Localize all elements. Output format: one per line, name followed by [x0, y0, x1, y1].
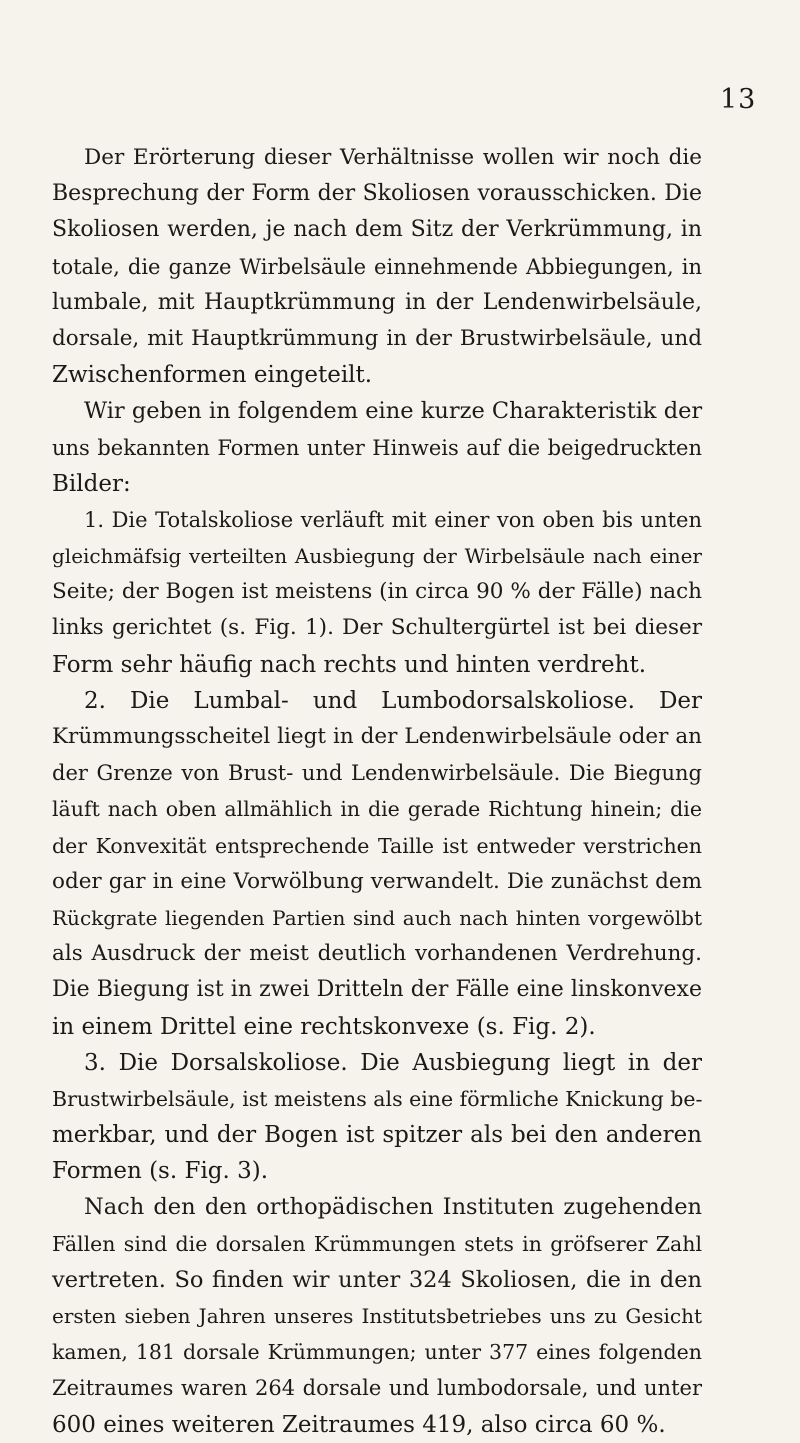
text-line: Rückgrate liegenden Partien sind auch nach hinten vorgewölbt	[52, 905, 702, 930]
text-line: Seite; der Bogen ist meistens (in circa 90 % der Fälle) nach	[52, 579, 702, 605]
text-line: Skoliosen werden, je nach dem Sitz der Verkrümmung, in	[52, 217, 702, 243]
text-line: Zeitraumes waren 264 dorsale und lumbodorsale, und unter	[52, 1376, 702, 1401]
text-line: lumbale, mit Hauptkrümmung in der Lendenwirbelsäule,	[52, 289, 702, 315]
body-text	[52, 140, 702, 1443]
text-line: 600 eines weiteren Zeitraumes 419, also circa 60 %.	[52, 1411, 666, 1438]
text-line: uns bekannten Formen unter Hinweis auf die beigedruckten	[52, 435, 702, 460]
text-line: Form sehr häufig nach rechts und hinten verdreht.	[52, 651, 647, 678]
text-line: links gerichtet (s. Fig. 1). Der Schultergürtel ist bei dieser	[52, 615, 702, 641]
text-line: als Ausdruck der meist deutlich vorhandenen Verdrehung.	[52, 941, 702, 967]
text-line: in einem Drittel eine rechtskonvexe (s. Fig. 2).	[52, 1013, 596, 1040]
text-line: totale, die ganze Wirbelsäule einnehmende Abbiegungen, in	[52, 254, 702, 279]
text-line: merkbar, und der Bogen ist spitzer als bei den anderen	[52, 1122, 702, 1149]
text-line: Bilder:	[52, 470, 131, 497]
text-line: dorsale, mit Hauptkrümmung in der Brustwirbelsäule, und	[52, 325, 702, 351]
text-line: 1. Die Totalskoliose verläuft mit einer von oben bis unten	[84, 507, 702, 532]
text-line: der Konvexität entsprechende Taille ist entweder verstrichen	[52, 833, 702, 858]
text-line: oder gar in eine Vorwölbung verwandelt. Die zunächst dem	[52, 868, 702, 894]
text-line: Die Biegung ist in zwei Dritteln der Fälle eine linskonvexe	[52, 977, 702, 1003]
text-line: gleichmäfsig verteilten Ausbiegung der Wirbelsäule nach einer	[52, 544, 702, 569]
text-line: Nach den den orthopädischen Instituten zugehenden	[84, 1194, 702, 1221]
text-line: kamen, 181 dorsale Krümmungen; unter 377 eines folgenden	[52, 1340, 702, 1365]
text-line: Brustwirbelsäule, ist meistens als eine förmliche Knickung be-	[52, 1086, 703, 1111]
text-line: läuft nach oben allmählich in die gerade Richtung hinein; die	[52, 797, 702, 822]
text-line: Zwischenformen eingeteilt.	[52, 362, 373, 389]
text-line: Besprechung der Form der Skoliosen vorausschicken. Die	[52, 181, 702, 207]
text-line: vertreten. So finden wir unter 324 Skoliosen, die in den	[52, 1266, 702, 1293]
text-line: Krümmungsscheitel liegt in der Lendenwirbelsäule oder an	[52, 724, 702, 749]
text-line: ersten sieben Jahren unseres Institutsbetriebes uns zu Gesicht	[52, 1304, 702, 1328]
text-line: Wir geben in folgendem eine kurze Charakteristik der	[84, 398, 703, 425]
text-line: Der Erörterung dieser Verhältnisse wollen wir noch die	[84, 145, 702, 170]
text-line: Formen (s. Fig. 3).	[52, 1158, 269, 1185]
text-line: 2. Die Lumbal- und Lumbodorsalskoliose. Der	[84, 687, 702, 714]
text-line: Fällen sind die dorsalen Krümmungen stets in gröfserer Zahl	[52, 1231, 702, 1256]
text-line: der Grenze von Brust- und Lendenwirbelsäule. Die Biegung	[52, 761, 702, 786]
page-number: 13	[720, 84, 757, 115]
text-line: 3. Die Dorsalskoliose. Die Ausbiegung liegt in der	[84, 1049, 702, 1076]
